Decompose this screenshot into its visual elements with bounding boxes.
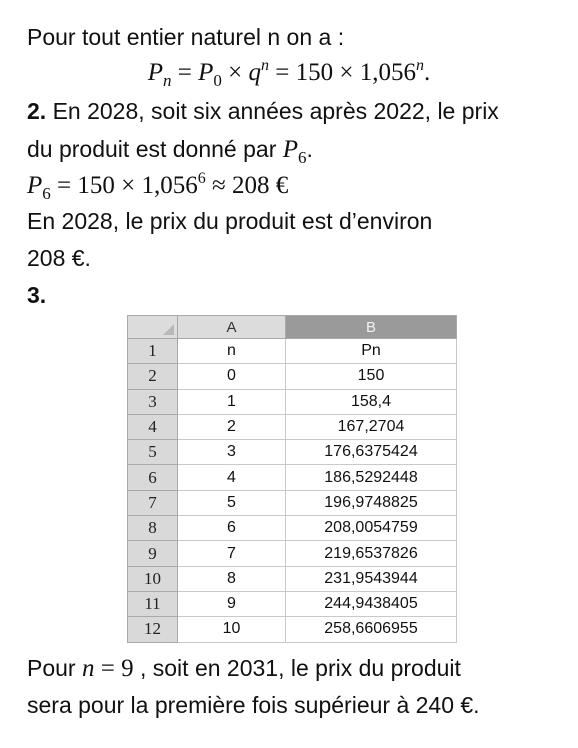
cell-b[interactable]: 196,9748825 bbox=[286, 490, 457, 515]
cell-a[interactable]: 1 bbox=[178, 389, 286, 414]
corner-triangle-icon bbox=[163, 324, 174, 335]
column-header-a[interactable]: A bbox=[178, 316, 286, 339]
cell-b[interactable]: 244,9438405 bbox=[286, 591, 457, 616]
cell-b[interactable]: 158,4 bbox=[286, 389, 457, 414]
cell-b[interactable]: 258,6606955 bbox=[286, 617, 457, 642]
row-number-cell[interactable]: 7 bbox=[128, 490, 178, 515]
cell-a[interactable]: 4 bbox=[178, 465, 286, 490]
cell-a[interactable]: 2 bbox=[178, 414, 286, 439]
table-row bbox=[128, 541, 457, 566]
question-2-line-4: 208 €. bbox=[27, 245, 91, 271]
row-number-cell[interactable]: 2 bbox=[128, 364, 178, 389]
row-number-cell[interactable]: 4 bbox=[128, 414, 178, 439]
question-2-line-1: 2. En 2028, soit six années après 2022, le prix bbox=[27, 98, 499, 124]
cell-a[interactable]: 0 bbox=[178, 364, 286, 389]
cell-b[interactable]: 150 bbox=[286, 364, 457, 389]
table-row bbox=[128, 339, 457, 364]
cell-b[interactable]: 176,6375424 bbox=[286, 440, 457, 465]
table-row bbox=[128, 440, 457, 465]
cell-a[interactable]: 3 bbox=[178, 440, 286, 465]
table-row bbox=[128, 516, 457, 541]
select-all-corner[interactable] bbox=[128, 316, 178, 339]
row-number-cell[interactable]: 1 bbox=[128, 339, 178, 364]
table-row bbox=[128, 465, 457, 490]
conclusion-line-2: sera pour la première fois supérieur à 240 €. bbox=[27, 692, 480, 718]
spreadsheet-table bbox=[127, 315, 457, 643]
cell-a[interactable]: 6 bbox=[178, 516, 286, 541]
cell-a[interactable]: n bbox=[178, 339, 286, 364]
row-number-cell[interactable]: 5 bbox=[128, 440, 178, 465]
table-row bbox=[128, 389, 457, 414]
conclusion-line-1: Pour n = 9 , soit en 2031, le prix du produit bbox=[27, 655, 461, 682]
cell-b[interactable]: 167,2704 bbox=[286, 414, 457, 439]
question-3-number: 3. bbox=[27, 282, 47, 308]
row-number-cell[interactable]: 12 bbox=[128, 617, 178, 642]
cell-a[interactable]: 7 bbox=[178, 541, 286, 566]
cell-a[interactable]: 10 bbox=[178, 617, 286, 642]
question-2-calculation: $P_6 = 150 \times 1,056^6 \approx 208$ € bbox=[27, 170, 289, 203]
cell-b[interactable]: Pn bbox=[286, 339, 457, 364]
table-row bbox=[128, 364, 457, 389]
column-header-b[interactable]: B bbox=[286, 316, 457, 339]
cell-b[interactable]: 186,5292448 bbox=[286, 465, 457, 490]
table-row bbox=[128, 490, 457, 515]
question-2-line-3: En 2028, le prix du produit est d’environ bbox=[27, 208, 433, 234]
intro-text: Pour tout entier naturel n on a : bbox=[27, 24, 345, 50]
question-2-line-2: du produit est donné par $P_6$. bbox=[27, 136, 313, 167]
cell-b[interactable]: 208,0054759 bbox=[286, 516, 457, 541]
cell-a[interactable]: 9 bbox=[178, 591, 286, 616]
cell-b[interactable]: 231,9543944 bbox=[286, 566, 457, 591]
row-number-cell[interactable]: 3 bbox=[128, 389, 178, 414]
cell-b[interactable]: 219,6537826 bbox=[286, 541, 457, 566]
row-number-cell[interactable]: 6 bbox=[128, 465, 178, 490]
row-number-cell[interactable]: 11 bbox=[128, 591, 178, 616]
row-number-cell[interactable]: 9 bbox=[128, 541, 178, 566]
table-row bbox=[128, 566, 457, 591]
row-number-cell[interactable]: 8 bbox=[128, 516, 178, 541]
row-number-cell[interactable]: 10 bbox=[128, 566, 178, 591]
table-row bbox=[128, 591, 457, 616]
sequence-formula: $P_n = P_0 \times q^n = 150 \times 1,056^n$. bbox=[147, 57, 431, 90]
question-2-number: 2. bbox=[27, 98, 47, 124]
table-row bbox=[128, 414, 457, 439]
cell-a[interactable]: 5 bbox=[178, 490, 286, 515]
cell-a[interactable]: 8 bbox=[178, 566, 286, 591]
column-header-row bbox=[128, 316, 457, 339]
table-row bbox=[128, 617, 457, 642]
